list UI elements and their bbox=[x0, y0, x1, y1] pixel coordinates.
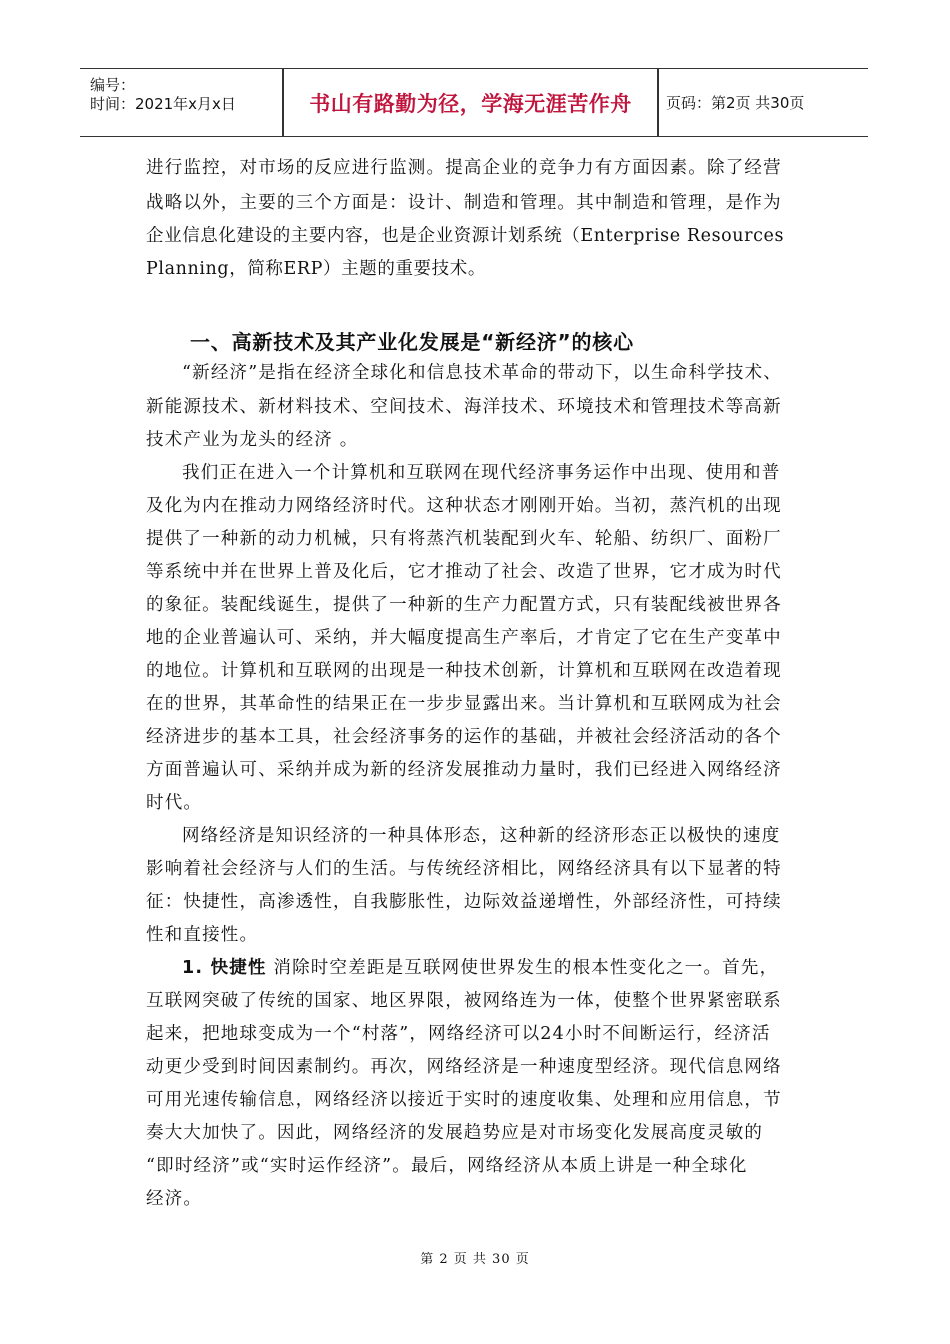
paragraph-line: 互联网突破了传统的国家、地区界限，被网络连为一体，使整个世界紧密联系 bbox=[146, 991, 782, 1011]
paragraph-line: 时代。 bbox=[146, 793, 203, 813]
intro-line: Planning，简称ERP）主题的重要技术。 bbox=[146, 259, 486, 279]
paragraph-line: 及化为内在推动力网络经济时代。这种状态才刚刚开始。当初，蒸汽机的出现 bbox=[146, 496, 782, 516]
paragraph-line: 影响着社会经济与人们的生活。与传统经济相比，网络经济具有以下显著的特 bbox=[146, 859, 782, 879]
paragraph-line: 可用光速传输信息，网络经济以接近于实时的速度收集、处理和应用信息，节 bbox=[146, 1090, 782, 1110]
paragraph-line: 网络经济是知识经济的一种具体形态，这种新的经济形态正以极快的速度 bbox=[182, 826, 781, 846]
paragraph-line: 动更少受到时间因素制约。再次，网络经济是一种速度型经济。现代信息网络 bbox=[146, 1057, 782, 1077]
paragraph-line: 技术产业为龙头的经济 。 bbox=[146, 430, 359, 450]
header-divider bbox=[657, 69, 659, 136]
paragraph-line: 等系统中并在世界上普及化后，它才推动了社会、改造了世界，它才成为时代 bbox=[146, 562, 782, 582]
paragraph-line: 的地位。计算机和互联网的出现是一种技术创新，计算机和互联网在改造着现 bbox=[146, 661, 782, 681]
paragraph-line: 新能源技术、新材料技术、空间技术、海洋技术、环境技术和管理技术等高新 bbox=[146, 397, 782, 417]
paragraph-line: 经济进步的基本工具，社会经济事务的运作的基础，并被社会经济活动的各个 bbox=[146, 727, 782, 747]
list-item-label: 1. 快捷性 bbox=[182, 958, 267, 978]
paragraph-line: 起来，把地球变成为一个“村落”，网络经济可以24小时不间断运行，经济活 bbox=[146, 1024, 771, 1044]
list-item-text: 消除时空差距是互联网使世界发生的根本性变化之一。首先， bbox=[266, 958, 779, 978]
paragraph-line: 奏大大加快了。因此，网络经济的发展趋势应是对市场变化发展高度灵敏的 bbox=[146, 1123, 764, 1143]
header-meta bbox=[80, 69, 282, 136]
intro-line: 战略以外，主要的三个方面是：设计、制造和管理。其中制造和管理，是作为 bbox=[146, 193, 782, 213]
list-item-first-line bbox=[182, 960, 778, 978]
paragraph-line: 在的世界，其革命性的结果正在一步步显露出来。当计算机和互联网成为社会 bbox=[146, 694, 782, 714]
paragraph-line: 征：快捷性，高渗透性，自我膨胀性，边际效益递增性，外部经济性，可持续 bbox=[146, 892, 782, 912]
intro-line: 进行监控，对市场的反应进行监测。提高企业的竞争力有方面因素。除了经营 bbox=[146, 158, 782, 178]
page-footer: 第 2 页 共 30 页 bbox=[420, 1252, 530, 1267]
paragraph-line: 地的企业普遍认可、采纳，并大幅度提高生产率后，才肯定了它在生产变革中 bbox=[146, 628, 782, 648]
section-heading: 一、高新技术及其产业化发展是“新经济”的核心 bbox=[190, 330, 634, 354]
paragraph-line: 经济。 bbox=[146, 1189, 203, 1209]
document-date: 时间：2021年x月x日 bbox=[90, 95, 236, 113]
paragraph-line: “即时经济”或“实时运作经济”。最后，网络经济从本质上讲是一种全球化 bbox=[146, 1156, 748, 1176]
paragraph-line: 的象征。装配线诞生，提供了一种新的生产力配置方式，只有装配线被世界各 bbox=[146, 595, 782, 615]
paragraph-line: 方面普遍认可、采纳并成为新的经济发展推动力量时，我们已经进入网络经济 bbox=[146, 760, 782, 780]
document-number-label: 编号： bbox=[90, 76, 136, 94]
paragraph-line: 性和直接性。 bbox=[146, 925, 259, 945]
header-page-info: 页码：第2页 共30页 bbox=[666, 94, 805, 112]
intro-line: 企业信息化建设的主要内容，也是企业资源计划系统（Enterprise Resources bbox=[146, 226, 785, 246]
page-header bbox=[80, 68, 868, 137]
paragraph-line: “新经济”是指在经济全球化和信息技术革命的带动下，以生命科学技术、 bbox=[182, 363, 782, 383]
header-motto: 书山有路勤为径，学海无涯苦作舟 bbox=[309, 91, 632, 116]
paragraph-line: 我们正在进入一个计算机和互联网在现代经济事务运作中出现、使用和普 bbox=[182, 463, 781, 483]
paragraph-line: 提供了一种新的动力机械，只有将蒸汽机装配到火车、轮船、纺织厂、面粉厂 bbox=[146, 529, 782, 549]
